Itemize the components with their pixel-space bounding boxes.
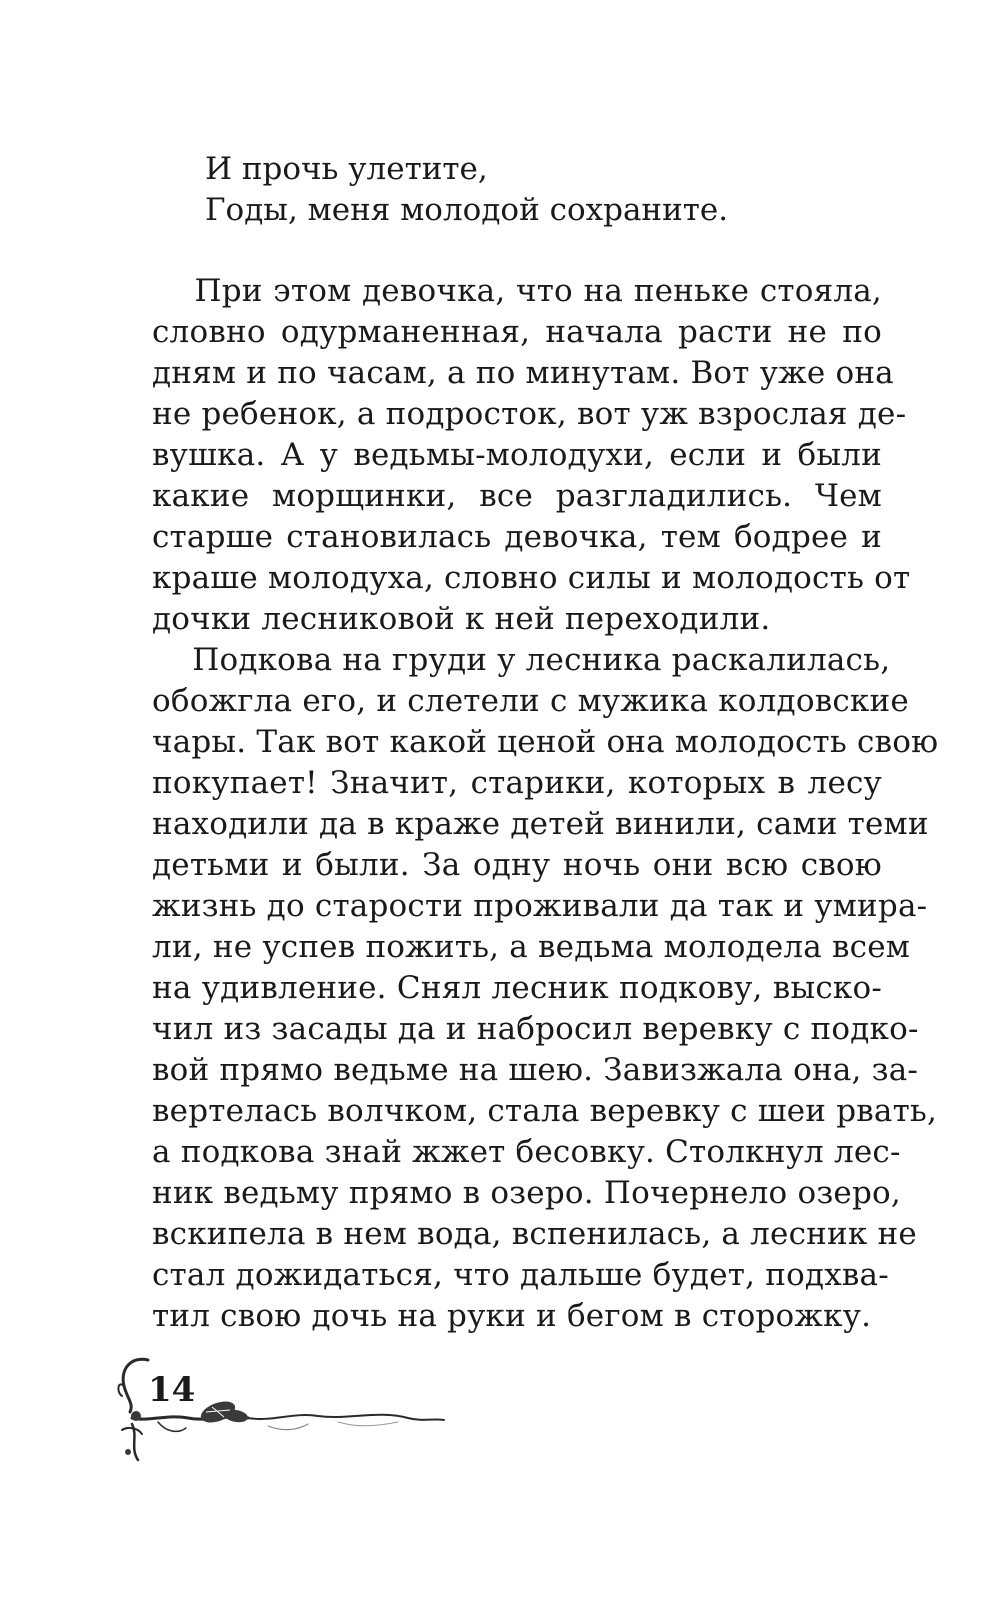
text-line: а подкова знай жжет бесовку. Столкнул лес- [152,1134,901,1170]
text-line: дням и по часам, а по минутам. Вот уже она [152,355,894,391]
text-line: вушка. А у ведьмы-молодухи, если и были [152,437,882,473]
text-line: дочки лесниковой к ней переходили. [152,601,771,637]
paragraph-1 [152,271,911,640]
text-line: жизнь до старости проживали да так и умира- [152,888,928,924]
text-line: краше молодуха, словно силы и молодость от [152,560,911,596]
text-line: старше становилась девочка, тем бодрее и [152,519,882,555]
text-line: Подкова на груди у лесника раскалилась, [152,642,891,678]
text-line: обожгла его, и слетели с мужика колдовские [152,683,909,719]
verse-line: И прочь улетите, [205,151,488,187]
text-line: чил из засады да и набросил веревку с подко- [152,1011,919,1047]
text-line: на удивление. Снял лесник подкову, выско- [152,970,882,1006]
text-line: вскипела в нем вода, вспенилась, а лесник не [152,1216,917,1252]
paragraph-2 [152,640,939,1337]
text-line: какие морщинки, все разгладились. Чем [152,478,882,514]
text-line: словно одурманенная, начала расти не по [152,314,882,350]
text-line: ник ведьму прямо в озеро. Почернело озеро, [152,1175,901,1211]
text-line: не ребенок, а подросток, вот уж взрослая де- [152,396,907,432]
text-line: вертелась волчком, стала веревку с шеи рвать, [152,1093,938,1129]
text-line: При этом девочка, что на пеньке стояла, [152,273,882,309]
text-line: тил свою дочь на руки и бегом в сторожку. [152,1298,872,1334]
text-line: стал дожидаться, что дальше будет, подхва- [152,1257,889,1293]
text-line: детьми и были. За одну ночь они всю свою [152,847,882,883]
text-line: покупает! Значит, старики, которых в лесу [152,765,882,801]
text-line: чары. Так вот какой ценой она молодость свою [152,724,939,760]
page-number: 14 [148,1370,196,1410]
text-line: находили да в краже детей винили, сами теми [152,806,929,842]
text-line: вой прямо ведьме на шею. Завизжала она, за- [152,1052,919,1088]
verse-block [205,149,728,231]
verse-line: Годы, меня молодой сохраните. [205,192,729,228]
text-line: ли, не успев пожить, а ведьма молодела всем [152,929,911,965]
